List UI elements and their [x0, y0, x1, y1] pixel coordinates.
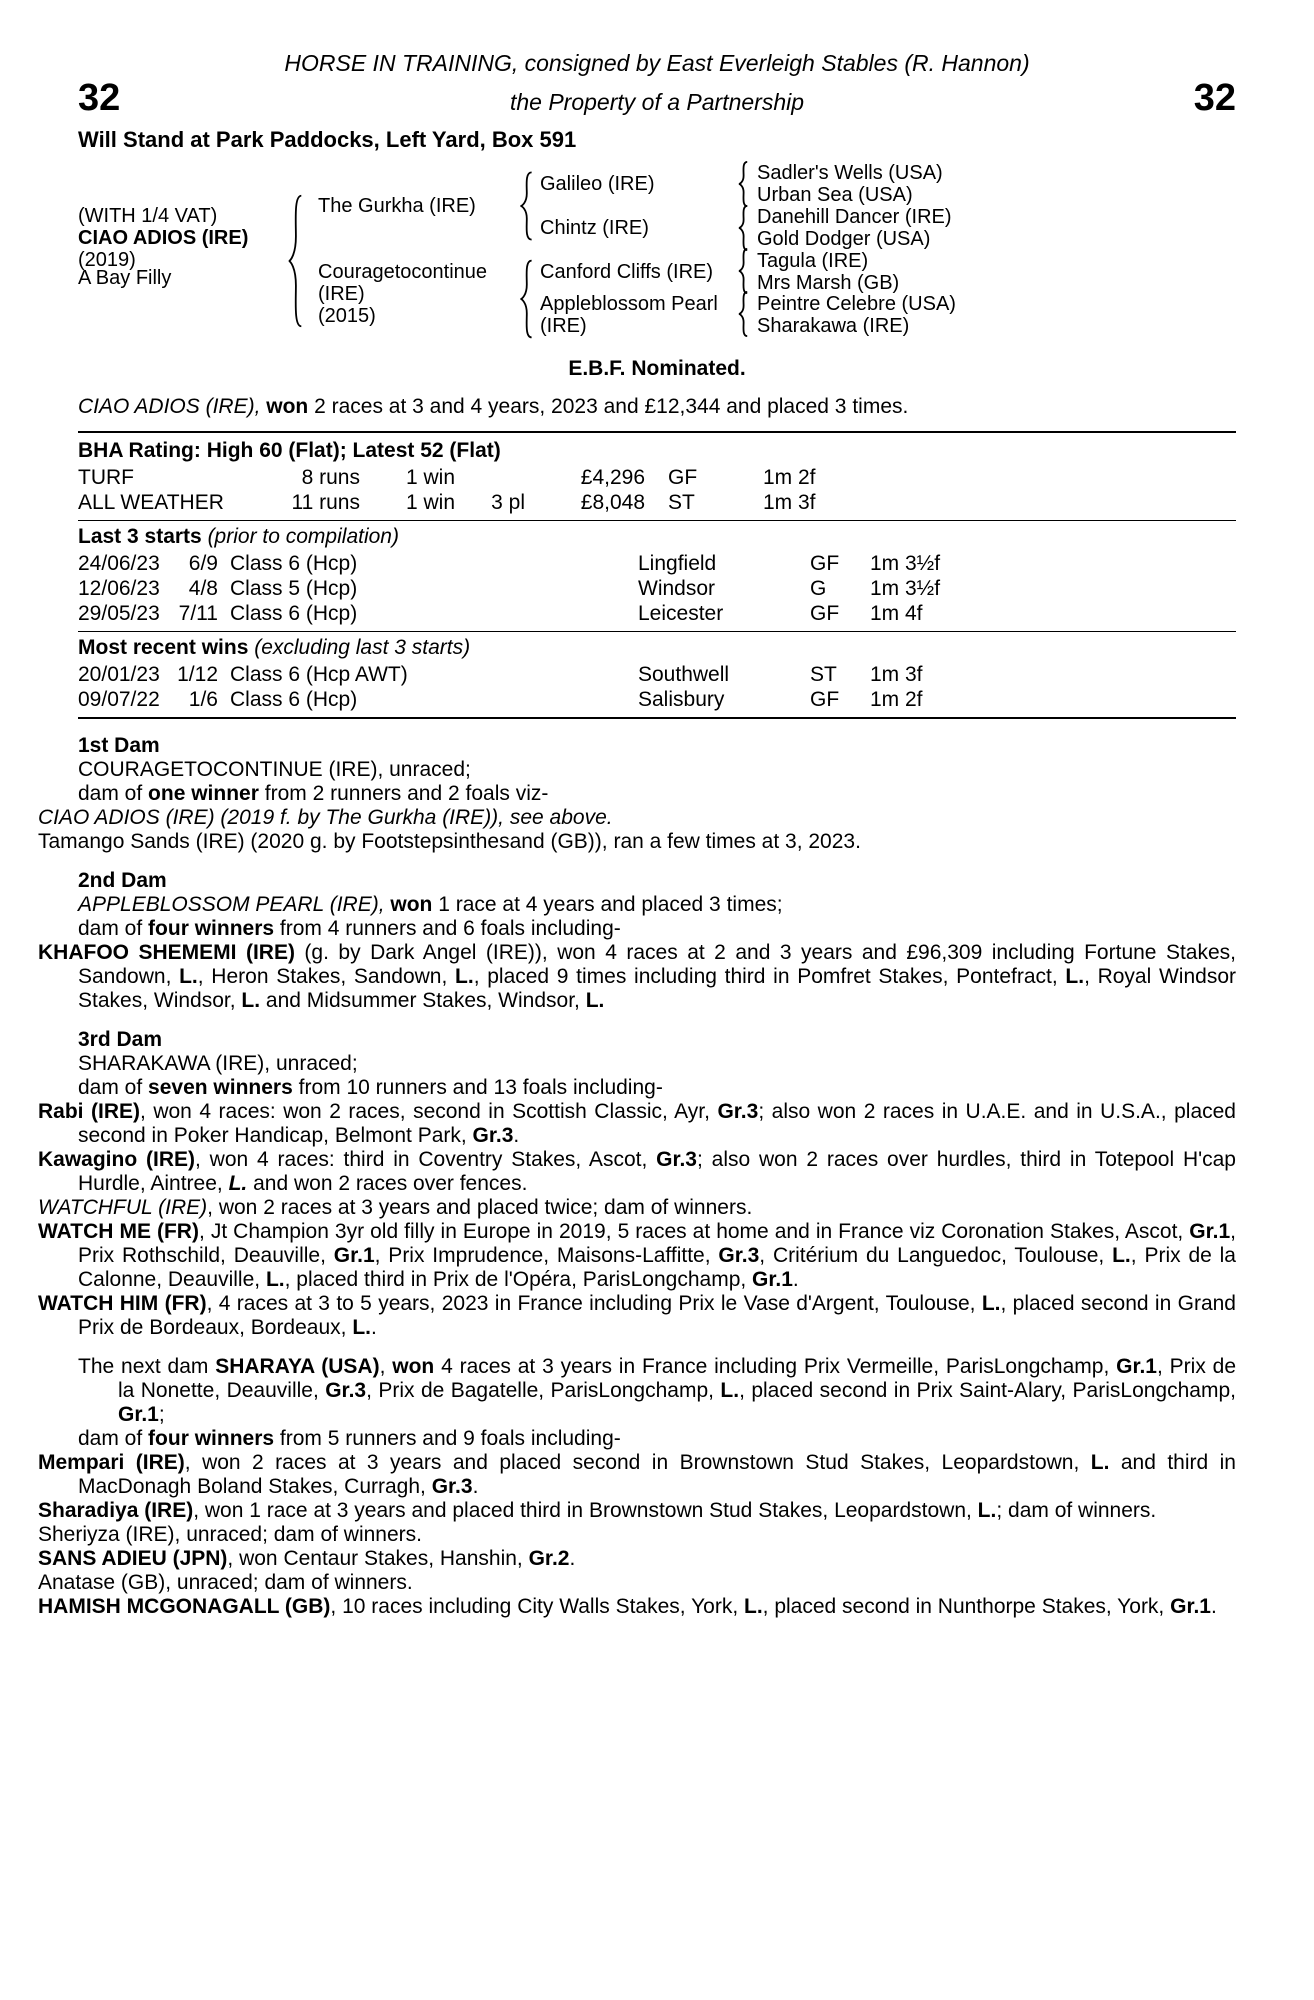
text-segment: won [390, 893, 433, 916]
text-segment: from 5 runners and 9 foals including- [274, 1427, 621, 1450]
grandsire-name: Canford Cliffs (IRE) [540, 261, 714, 283]
dam-name-suffix: (IRE) [318, 283, 365, 305]
race-going: ST [810, 663, 837, 686]
earnings-value: £8,048 [580, 491, 645, 514]
race-result: 4/8 [188, 577, 218, 600]
third-dam-section [38, 1028, 1237, 1340]
text-segment: Gr.3 [325, 1379, 367, 1402]
sire-name: The Gurkha (IRE) [318, 195, 476, 217]
text-segment: , won 2 races at 3 years and placed second in Brownstown Stud Stakes, Leopardstown, [184, 1451, 1091, 1474]
text-segment: Gr.1 [333, 1244, 375, 1267]
text-segment: and won 2 races over fences. [247, 1172, 528, 1195]
race-row [78, 551, 1236, 576]
pedigree-ancestor: Urban Sea (USA) [757, 184, 913, 206]
surface-label: TURF [78, 466, 134, 489]
text-segment: Sharadiya (IRE) [38, 1499, 194, 1522]
text-segment: , Prix Rothschild, Deauville, [78, 1220, 1237, 1267]
wins-value: 1 win [405, 491, 455, 514]
surface-label: ALL WEATHER [78, 491, 224, 514]
progeny-entry [38, 1499, 1236, 1523]
text-segment: , 10 races including City Walls Stakes, York, [330, 1595, 744, 1618]
text-segment: Kawagino (IRE) [38, 1148, 195, 1171]
distance-value: 1m 3f [763, 491, 816, 514]
pedigree-ancestor: Gold Dodger (USA) [757, 228, 931, 250]
runs-value: 11 runs [291, 491, 360, 514]
text-segment: HAMISH MCGONAGALL (GB) [38, 1595, 331, 1618]
distance-value: 1m 2f [763, 466, 816, 489]
text-segment: . [792, 1268, 799, 1291]
text-segment: 2 races at 3 and 4 years, 2023 and £12,344 and placed 3 times. [308, 395, 909, 418]
bha-rating-title: BHA Rating: High 60 (Flat); Latest 52 (Flat) [78, 439, 501, 462]
pedigree-brace [737, 291, 749, 337]
lot-number-left: 32 [78, 77, 121, 119]
race-row [78, 576, 1236, 601]
text-segment: L. [585, 989, 605, 1012]
race-going: G [810, 577, 827, 600]
going-value: GF [668, 466, 698, 489]
race-class: Class 6 (Hcp) [230, 552, 358, 575]
text-segment: , placed 9 times including third in Pomfret Stakes, Pontefract, [473, 965, 1066, 988]
race-class: Class 6 (Hcp AWT) [230, 663, 408, 686]
progeny-entry [38, 1220, 1237, 1292]
text-segment: Gr.3 [656, 1148, 697, 1171]
text-segment: L. [179, 965, 198, 988]
race-class: Class 5 (Hcp) [230, 577, 358, 600]
text-segment: , [379, 1355, 393, 1378]
text-segment: , placed third in Prix de l'Opéra, ParisLongchamp, [284, 1268, 753, 1291]
text-segment: from 2 runners and 2 foals viz- [258, 782, 549, 805]
progeny-entry [38, 1547, 1236, 1571]
next-dam-text [78, 1355, 1236, 1427]
text-segment: four winners [148, 1427, 275, 1450]
divider [78, 520, 1236, 521]
race-class: Class 6 (Hcp) [230, 602, 358, 625]
text-segment: , won 4 races: third in Coventry Stakes, Ascot, [195, 1148, 657, 1171]
pedigree-brace [737, 161, 749, 207]
horse-description: A Bay Filly [78, 267, 172, 289]
text-segment: CIAO ADIOS (IRE) (2019 f. by The Gurkha (IRE)), see above. [38, 806, 613, 829]
text-segment: seven winners [148, 1076, 293, 1099]
progeny-entry [38, 806, 1236, 830]
dam-name: Couragetocontinue [318, 261, 488, 283]
progeny-entry [38, 1451, 1236, 1499]
pedigree-chart [78, 161, 1236, 345]
dam-text [78, 1076, 1236, 1100]
text-segment: The next dam [78, 1355, 216, 1378]
recent-wins-title [78, 635, 1236, 660]
text-segment: , placed second in Nunthorpe Stakes, York, [762, 1595, 1171, 1618]
race-date: 12/06/23 [78, 577, 160, 600]
text-segment: Gr.1 [1116, 1355, 1157, 1378]
last-starts-title-bold: Last 3 starts [78, 525, 202, 548]
text-segment: (g. by Dark Angel (IRE)), won 4 races at 2 and 3 years and £96,309 including Fortune Stakes, Sandown, [78, 941, 1236, 988]
wins-value: 1 win [405, 466, 455, 489]
text-segment: L. [241, 989, 261, 1012]
text-segment: Gr.1 [1170, 1595, 1211, 1618]
text-segment: ; also won 2 races in U.A.E. and in U.S.A., placed second in Poker Handicap, Belmont Park, [78, 1100, 1236, 1147]
progeny-entry [38, 941, 1236, 1013]
progeny-entry [38, 1148, 1236, 1196]
race-result: 1/12 [177, 663, 218, 686]
granddam-name-suffix: (IRE) [540, 315, 587, 337]
runs-value: 8 runs [301, 466, 360, 489]
recent-wins-title-note: (excluding last 3 starts) [248, 636, 471, 659]
vat-note: (WITH 1/4 VAT) [78, 205, 218, 227]
text-segment: L. [228, 1172, 248, 1195]
second-dam-heading: 2nd Dam [78, 869, 167, 892]
text-segment: , won 2 races at 3 years and placed twice; dam of winners. [207, 1196, 753, 1219]
race-row [78, 662, 1236, 687]
race-result: 7/11 [178, 602, 218, 625]
places-value [455, 465, 525, 490]
race-class: Class 6 (Hcp) [230, 688, 358, 711]
dam-text [78, 758, 1236, 782]
text-segment: one winner [148, 782, 259, 805]
recent-wins-title-bold: Most recent wins [78, 636, 249, 659]
text-segment: dam of [78, 1076, 149, 1099]
race-track: Windsor [638, 577, 716, 600]
progeny-entry [38, 1571, 1236, 1595]
text-segment: , Heron Stakes, Sandown, [197, 965, 456, 988]
last-starts-title-note: (prior to compilation) [201, 525, 399, 548]
text-segment: Gr.3 [472, 1124, 514, 1147]
text-segment: L. [720, 1379, 740, 1402]
text-segment: , Royal Windsor Stakes, Windsor, [78, 965, 1236, 1012]
pedigree-ancestor: Sharakawa (IRE) [757, 315, 910, 337]
race-date: 09/07/22 [78, 688, 160, 711]
text-segment: Mempari (IRE) [38, 1451, 185, 1474]
text-segment: APPLEBLOSSOM PEARL (IRE), [78, 893, 391, 916]
text-segment: L. [1065, 965, 1085, 988]
next-dam-section [38, 1355, 1237, 1619]
text-segment: from 10 runners and 13 foals including- [292, 1076, 663, 1099]
text-segment: L. [352, 1316, 371, 1339]
progeny-entry [38, 1595, 1236, 1619]
race-going: GF [810, 552, 840, 575]
text-segment: , Prix de la Calonne, Deauville, [78, 1244, 1236, 1291]
pedigree-ancestor: Sadler's Wells (USA) [757, 162, 943, 184]
progeny-entry [38, 1292, 1236, 1340]
pedigree-brace [518, 259, 534, 339]
text-segment: Gr.1 [1189, 1220, 1231, 1243]
text-segment: L. [977, 1499, 997, 1522]
granddam-name: Chintz (IRE) [540, 217, 649, 239]
race-result: 6/9 [188, 552, 218, 575]
text-segment: SHARAKAWA (IRE), unraced; [78, 1052, 358, 1075]
race-date: 29/05/23 [78, 602, 160, 625]
text-segment: Anatase (GB), unraced; dam of winners. [38, 1571, 413, 1594]
text-segment: Gr.3 [431, 1475, 473, 1498]
text-segment: and third in MacDonagh Boland Stakes, Curragh, [78, 1451, 1236, 1498]
text-segment: four winners [148, 917, 275, 940]
text-segment: . [472, 1475, 479, 1498]
text-segment: and Midsummer Stakes, Windsor, [260, 989, 586, 1012]
text-segment: from 4 runners and 6 foals including- [274, 917, 621, 940]
text-segment: , Prix de la Nonette, Deauville, [118, 1355, 1237, 1402]
pedigree-ancestor: Tagula (IRE) [757, 250, 869, 272]
text-segment: won [392, 1355, 435, 1378]
earnings-value: £4,296 [580, 466, 645, 489]
divider [78, 717, 1236, 719]
race-going: GF [810, 688, 840, 711]
text-segment: dam of [78, 782, 149, 805]
text-segment: SHARAYA (USA) [215, 1355, 380, 1378]
lot-number-right: 32 [1193, 77, 1236, 119]
text-segment: Gr.3 [717, 1100, 759, 1123]
text-segment: . [569, 1547, 576, 1570]
race-distance: 1m 3½f [870, 577, 941, 600]
property-line: the Property of a Partnership [509, 89, 805, 115]
dam-text [78, 893, 1236, 917]
going-value: ST [668, 491, 695, 514]
surface-record-row [78, 490, 1236, 515]
text-segment: Gr.2 [528, 1547, 570, 1570]
text-segment: , placed second in Prix Saint-Alary, ParisLongchamp, [739, 1379, 1236, 1402]
progeny-entry [38, 1100, 1236, 1148]
text-segment: ; also won 2 races over hurdles, third in Totepool H'cap Hurdle, Aintree, [78, 1148, 1236, 1195]
progeny-entry [38, 830, 1236, 854]
text-segment: , placed second in Grand Prix de Bordeaux, Bordeaux, [78, 1292, 1236, 1339]
horse-name: CIAO ADIOS (IRE) [78, 227, 249, 249]
text-segment: , 4 races at 3 to 5 years, 2023 in France including Prix le Vase d'Argent, Toulouse, [206, 1292, 982, 1315]
text-segment: . [513, 1124, 520, 1147]
text-segment: , Critérium du Languedoc, Toulouse, [759, 1244, 1113, 1267]
text-segment: L. [744, 1595, 763, 1618]
dam-foal-year: (2015) [318, 305, 376, 327]
first-dam-section [38, 734, 1236, 854]
pedigree-brace [737, 205, 749, 251]
text-segment: WATCH ME (FR) [38, 1220, 199, 1243]
lot-header-row [78, 79, 1236, 125]
progeny-entry [38, 1523, 1236, 1547]
text-segment: Sheriyza (IRE), unraced; dam of winners. [38, 1523, 422, 1546]
race-distance: 1m 4f [870, 602, 923, 625]
grandsire-name: Galileo (IRE) [540, 173, 655, 195]
race-distance: 1m 2f [870, 688, 923, 711]
text-segment: L. [265, 1268, 285, 1291]
race-track: Leicester [638, 602, 724, 625]
text-segment: . [371, 1316, 377, 1339]
text-segment: 4 races at 3 years in France including Prix Vermeille, ParisLongchamp, [434, 1355, 1117, 1378]
text-segment: CIAO ADIOS (IRE), [78, 395, 267, 418]
foal-year: (2019) [78, 249, 136, 271]
places-value: 3 pl [491, 491, 525, 514]
text-segment: Gr.3 [718, 1244, 760, 1267]
text-segment: 1 race at 4 years and placed 3 times; [432, 893, 783, 916]
stand-location-line: Will Stand at Park Paddocks, Left Yard, Box 591 [78, 127, 577, 152]
first-dam-heading: 1st Dam [78, 734, 160, 757]
text-segment: ; dam of winners. [996, 1499, 1157, 1522]
text-segment: COURAGETOCONTINUE (IRE), unraced; [78, 758, 471, 781]
text-segment: Gr.1 [752, 1268, 793, 1291]
surface-record-row [78, 465, 1236, 490]
text-segment: WATCHFUL (IRE) [38, 1196, 208, 1219]
text-segment: , won Centaur Stakes, Hanshin, [227, 1547, 529, 1570]
text-segment: , Prix Imprudence, Maisons-Laffitte, [374, 1244, 719, 1267]
last-starts-title [78, 524, 1236, 549]
dam-text [78, 1052, 1236, 1076]
race-distance: 1m 3f [870, 663, 923, 686]
pedigree-ancestor: Peintre Celebre (USA) [757, 293, 956, 315]
dam-text [78, 1427, 1236, 1451]
dam-text [78, 917, 1236, 941]
text-segment: ; [158, 1403, 165, 1426]
text-segment: L. [1090, 1451, 1110, 1474]
text-segment: , won 1 race at 3 years and placed third in Brownstown Stud Stakes, Leopardstown, [193, 1499, 978, 1522]
text-segment: Rabi (IRE) [38, 1100, 140, 1123]
second-dam-section [38, 869, 1236, 1013]
granddam-name: Appleblossom Pearl [540, 293, 718, 315]
race-summary [78, 395, 1236, 419]
race-track: Southwell [638, 663, 730, 686]
race-row [78, 687, 1236, 712]
text-segment: L. [981, 1292, 1001, 1315]
race-track: Lingfield [638, 552, 717, 575]
text-segment: WATCH HIM (FR) [38, 1292, 207, 1315]
race-record-box [78, 431, 1236, 719]
text-segment: KHAFOO SHEMEMI (IRE) [38, 941, 295, 964]
pedigree-ancestor: Danehill Dancer (IRE) [757, 206, 952, 228]
text-segment: L. [455, 965, 474, 988]
third-dam-heading: 3rd Dam [78, 1028, 163, 1051]
text-segment: SANS ADIEU (JPN) [38, 1547, 228, 1570]
text-segment: Tamango Sands (IRE) (2020 g. by Footstepsinthesand (GB)), ran a few times at 3, 2023. [38, 830, 861, 853]
race-track: Salisbury [638, 688, 725, 711]
divider [78, 431, 1236, 433]
pedigree-ancestor: Mrs Marsh (GB) [757, 272, 900, 294]
race-going: GF [810, 602, 840, 625]
ebf-note: E.B.F. Nominated. [568, 357, 746, 380]
text-segment: dam of [78, 917, 149, 940]
text-segment: . [1210, 1595, 1217, 1618]
race-date: 24/06/23 [78, 552, 160, 575]
race-distance: 1m 3½f [870, 552, 941, 575]
progeny-entry [38, 1196, 1236, 1220]
race-row [78, 601, 1236, 626]
text-segment: L. [1112, 1244, 1131, 1267]
pedigree-brace [518, 171, 534, 241]
text-segment: , Prix de Bagatelle, ParisLongchamp, [366, 1379, 721, 1402]
consignor-line: HORSE IN TRAINING, consigned by East Everleigh Stables (R. Hannon) [284, 50, 1030, 76]
text-segment: dam of [78, 1427, 149, 1450]
text-segment: , won 4 races: won 2 races, second in Scottish Classic, Ayr, [140, 1100, 718, 1123]
text-segment: won [266, 395, 309, 418]
race-result: 1/6 [188, 688, 218, 711]
dam-text [78, 782, 1236, 806]
divider [78, 631, 1236, 632]
text-segment: Gr.1 [118, 1403, 159, 1426]
race-date: 20/01/23 [78, 663, 160, 686]
pedigree-brace [286, 193, 304, 329]
text-segment: , Jt Champion 3yr old filly in Europe in 2019, 5 races at home and in France viz Coronation Stakes, Ascot, [198, 1220, 1190, 1243]
pedigree-brace [737, 248, 749, 294]
